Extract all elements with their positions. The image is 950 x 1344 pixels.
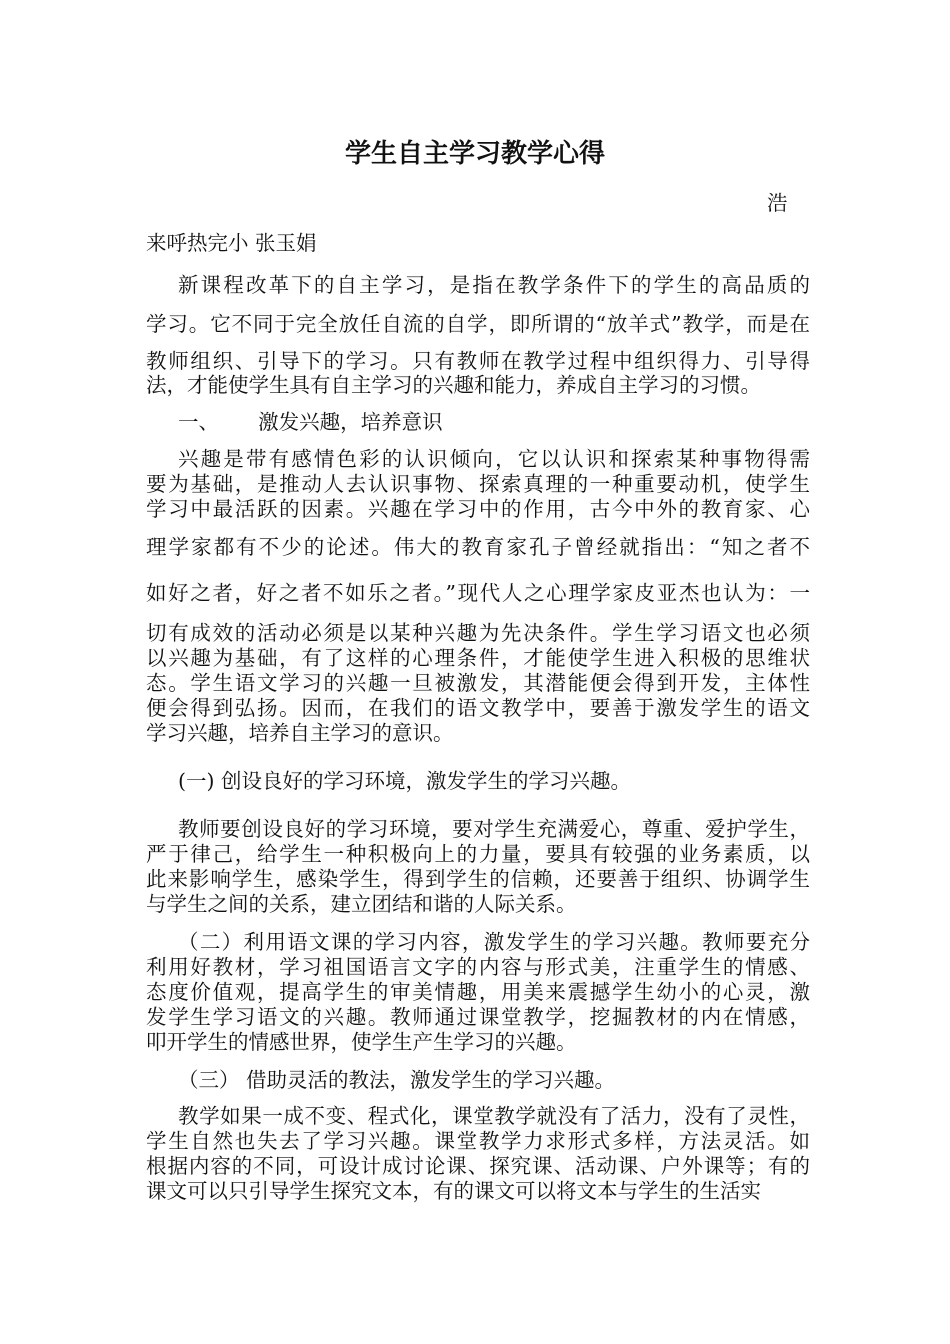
paragraph-line: 叩开学生的情感世界，使学生产生学习的兴趣。 [146,1030,577,1054]
paragraph-line: 严于律己，给学生一种积极向上的力量，要具有较强的业务素质，以 [146,842,810,866]
subsection-heading: （三） 借助灵活的教法，激发学生的学习兴趣。 [178,1068,616,1092]
paragraph-line: 便会得到弘扬。因而，在我们的语文教学中，要善于激发学生的语文 [146,696,810,720]
paragraph-line: 态度价值观，提高学生的审美情趣，用美来震撼学生幼小的心灵，激 [146,980,810,1004]
paragraph-line: 新课程改革下的自主学习，是指在教学条件下的学生的高品质的 [178,273,810,297]
paragraph-line: 根据内容的不同，可设计成讨论课、探究课、活动课、户外课等；有的 [146,1154,810,1178]
paragraph-line: 切有成效的活动必须是以某种兴趣为先决条件。学生学习语文也必须 [146,621,810,645]
paragraph-line: 如好之者，好之者不如乐之者。”现代人之心理学家皮亚杰也认为：一 [146,581,810,605]
document-title: 学生自主学习教学心得 [344,139,605,169]
paragraph-line: 教师组织、引导下的学习。只有教师在教学过程中组织得力、引导得 [146,349,810,373]
paragraph-line: 学习。它不同于完全放任自流的自学，即所谓的“放羊式”教学，而是在 [146,312,810,336]
paragraph-line: 利用好教材，学习祖国语言文字的内容与形式美，注重学生的情感、 [146,955,810,979]
subsection-heading: (一) 创设良好的学习环境，激发学生的学习兴趣。 [178,769,632,793]
paragraph-line: 学习中最活跃的因素。兴趣在学习中的作用，古今中外的教育家、心 [146,497,810,521]
paragraph-line: 此来影响学生，感染学生，得到学生的信赖，还要善于组织、协调学生 [146,867,810,891]
paragraph-line: 理学家都有不少的论述。伟大的教育家孔子曾经就指出：“知之者不 [146,535,810,559]
paragraph-line: 课文可以只引导学生探究文本，有的课文可以将文本与学生的生活实 [146,1179,761,1203]
paragraph-line: 学生自然也失去了学习兴趣。课堂教学力求形式多样，方法灵活。如 [146,1129,810,1153]
paragraph-line: （二）利用语文课的学习内容，激发学生的学习兴趣。教师要充分 [178,930,810,954]
author-given-name: 浩 [767,191,788,215]
section-heading: 一、 激发兴趣，培养意识 [178,410,443,434]
paragraph-line: 发学生学习语文的兴趣。教师通过课堂教学，挖掘教材的内在情感， [146,1005,810,1029]
paragraph-line: 兴趣是带有感情色彩的认识倾向，它以认识和探索某种事物得需 [178,447,810,471]
school-and-teacher: 来呼热完小 张玉娟 [146,231,317,255]
paragraph-line: 要为基础，是推动人去认识事物、探索真理的一种重要动机，使学生 [146,472,810,496]
paragraph-line: 学习兴趣，培养自主学习的意识。 [146,721,454,745]
paragraph-line: 教学如果一成不变、程式化，课堂教学就没有了活力，没有了灵性， [178,1104,810,1128]
paragraph-line: 教师要创设良好的学习环境，要对学生充满爱心，尊重、爱护学生， [178,817,810,841]
paragraph-line: 法，才能使学生具有自主学习的兴趣和能力，养成自主学习的习惯。 [146,373,761,397]
paragraph-line: 与学生之间的关系，建立团结和谐的人际关系。 [146,892,577,916]
paragraph-line: 以兴趣为基础，有了这样的心理条件，才能使学生进入积极的思维状 [146,646,810,670]
paragraph-line: 态。学生语文学习的兴趣一旦被激发，其潜能便会得到开发，主体性 [146,671,810,695]
